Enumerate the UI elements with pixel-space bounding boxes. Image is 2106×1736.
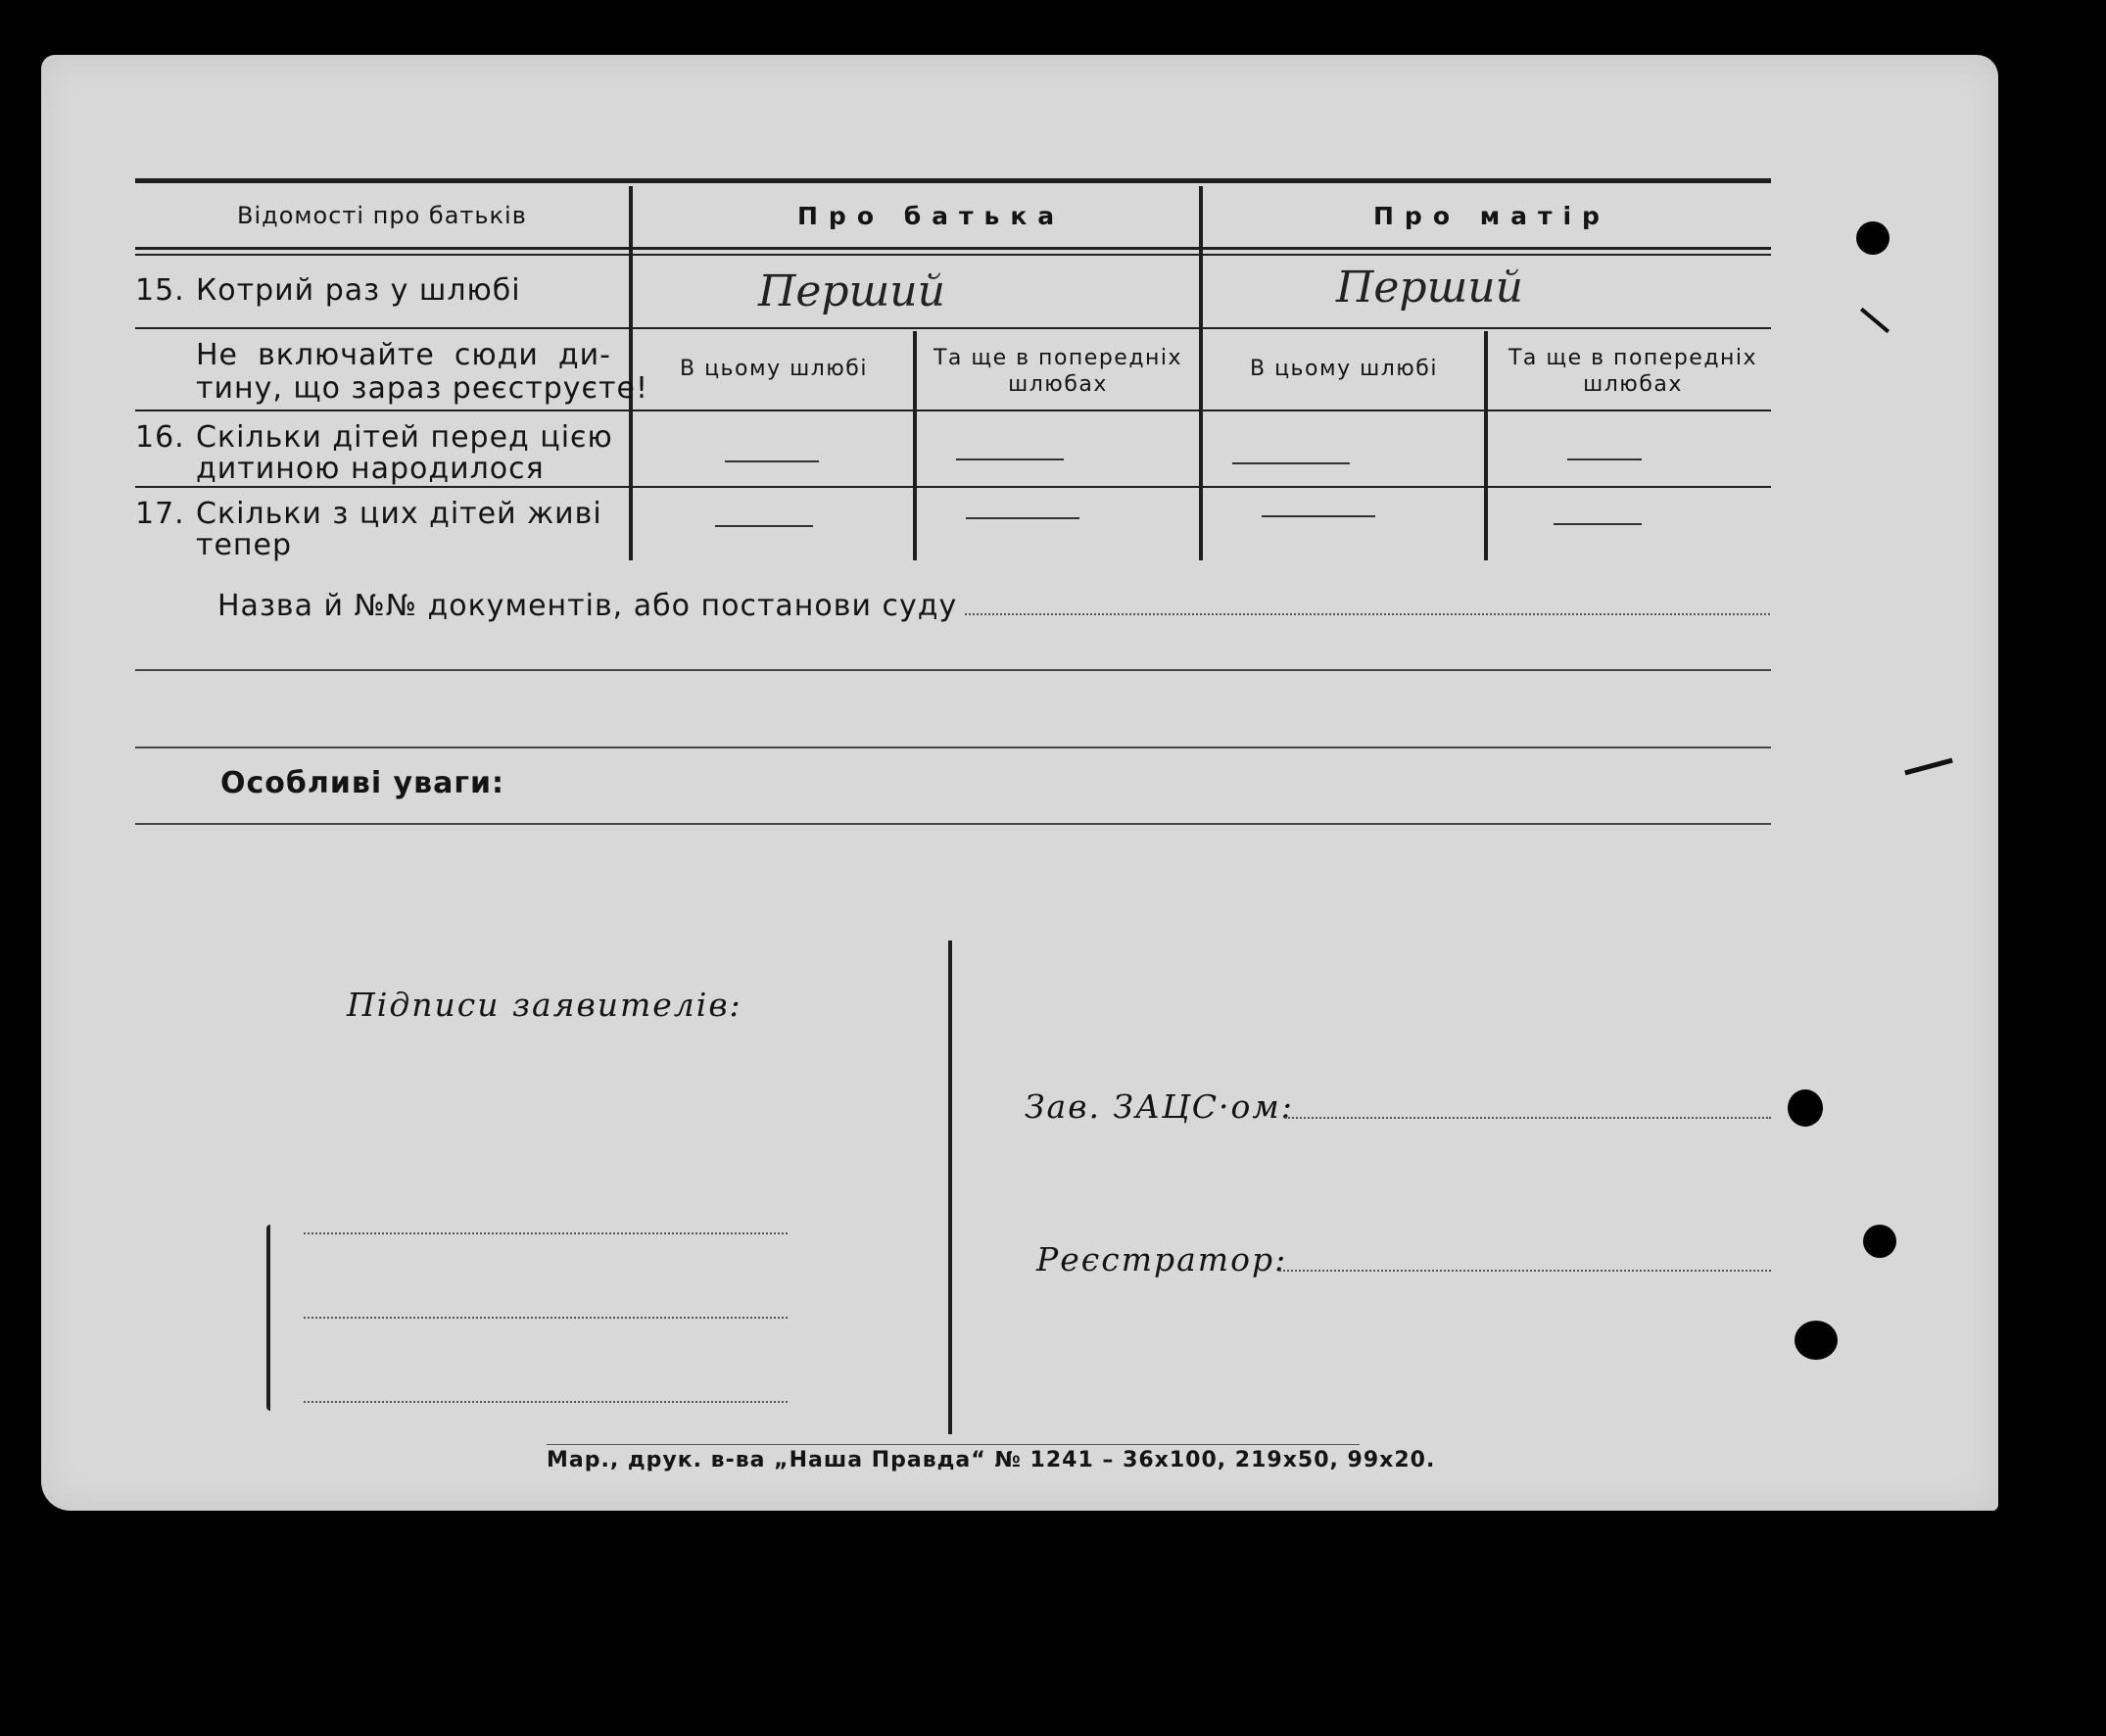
note-row-bottom — [135, 410, 1771, 411]
row-16-mother-this-dash — [1232, 462, 1350, 464]
row-15-mother-handwritten: Перший — [1336, 263, 1523, 313]
applicants-bracket — [266, 1225, 278, 1411]
row-16-mother-prev-dash — [1567, 458, 1642, 460]
subheader-father-previous-line1: Та ще в попередніх — [933, 346, 1183, 370]
row-17-mother-this-dash — [1262, 515, 1375, 517]
subheader-mother-previous-line1: Та ще в попередніх — [1508, 346, 1758, 370]
applicants-signatures-label: Підписи заявителів: — [347, 986, 742, 1024]
remarks-label: Особливі уваги: — [220, 766, 505, 800]
remarks-line — [135, 823, 1771, 825]
row-17-line-1: Скільки з цих дітей живі — [196, 497, 602, 531]
row-15-bottom — [135, 327, 1771, 329]
documents-line-3 — [135, 747, 1771, 748]
note-line-1: Не включайте сюди ди- — [196, 338, 611, 372]
subheader-mother-this-marriage: В цьому шлюбі — [1250, 357, 1438, 381]
row-16-line-2: дитиною народилося — [196, 452, 545, 486]
row-15-label: Котрий раз у шлюбі — [196, 273, 521, 308]
row-16-father-this-dash — [725, 460, 819, 462]
row-16-father-prev-dash — [956, 458, 1064, 460]
registrar-label: Реєстратор: — [1036, 1240, 1288, 1278]
row-15-father-handwritten: Перший — [758, 266, 945, 316]
documents-line-2 — [135, 669, 1771, 671]
subheader-father-previous-line2: шлюбах — [1008, 372, 1108, 397]
row-15-number: 15. — [135, 273, 185, 308]
applicant-signature-line-1 — [304, 1232, 788, 1234]
col-divider-4 — [1484, 331, 1488, 560]
header-about-father: Про батька — [797, 202, 1066, 230]
zags-head-signature-line — [1285, 1117, 1771, 1119]
punch-hole — [1856, 221, 1890, 255]
subheader-mother-previous-line2: шлюбах — [1583, 372, 1683, 397]
row-17-father-prev-dash — [966, 517, 1079, 519]
header-bottom-border — [135, 247, 1771, 250]
footer-rule — [547, 1444, 1360, 1445]
zags-head-label: Зав. ЗАЦС·ом: — [1025, 1087, 1294, 1126]
applicant-signature-line-3 — [304, 1401, 788, 1403]
subheader-mother-previous — [1491, 345, 1775, 398]
signature-divider — [948, 940, 952, 1434]
subheader-father-previous — [921, 345, 1195, 398]
row-17-line-2: тепер — [196, 528, 293, 562]
table-top-border — [135, 178, 1771, 183]
punch-hole — [1795, 1321, 1838, 1360]
punch-hole — [1863, 1225, 1896, 1258]
applicant-signature-line-2 — [304, 1317, 788, 1319]
punch-hole — [1788, 1089, 1823, 1127]
row-17-number: 17. — [135, 497, 185, 531]
row-16-number: 16. — [135, 420, 185, 455]
row-17-father-this-dash — [715, 525, 813, 527]
registrar-signature-line — [1279, 1270, 1771, 1272]
header-parents-info: Відомості про батьків — [237, 202, 527, 229]
row-16-line-1: Скільки дітей перед цією — [196, 420, 613, 455]
row-16-bottom — [135, 486, 1771, 488]
header-about-mother: Про матір — [1373, 202, 1610, 230]
header-bottom-border-2 — [135, 254, 1771, 256]
note-line-2: тину, що зараз реєструєте! — [196, 371, 648, 406]
printer-imprint: Мар., друк. в-ва „Наша Правда“ № 1241 – 36х100, 219х50, 99х20. — [547, 1448, 1436, 1472]
subheader-father-this-marriage: В цьому шлюбі — [680, 357, 868, 381]
col-divider-3 — [913, 331, 917, 560]
documents-label: Назва й №№ документів, або постанови суду — [217, 589, 958, 623]
col-divider-2 — [1199, 186, 1203, 560]
row-17-mother-prev-dash — [1554, 523, 1642, 525]
documents-dotted-line — [965, 613, 1770, 615]
